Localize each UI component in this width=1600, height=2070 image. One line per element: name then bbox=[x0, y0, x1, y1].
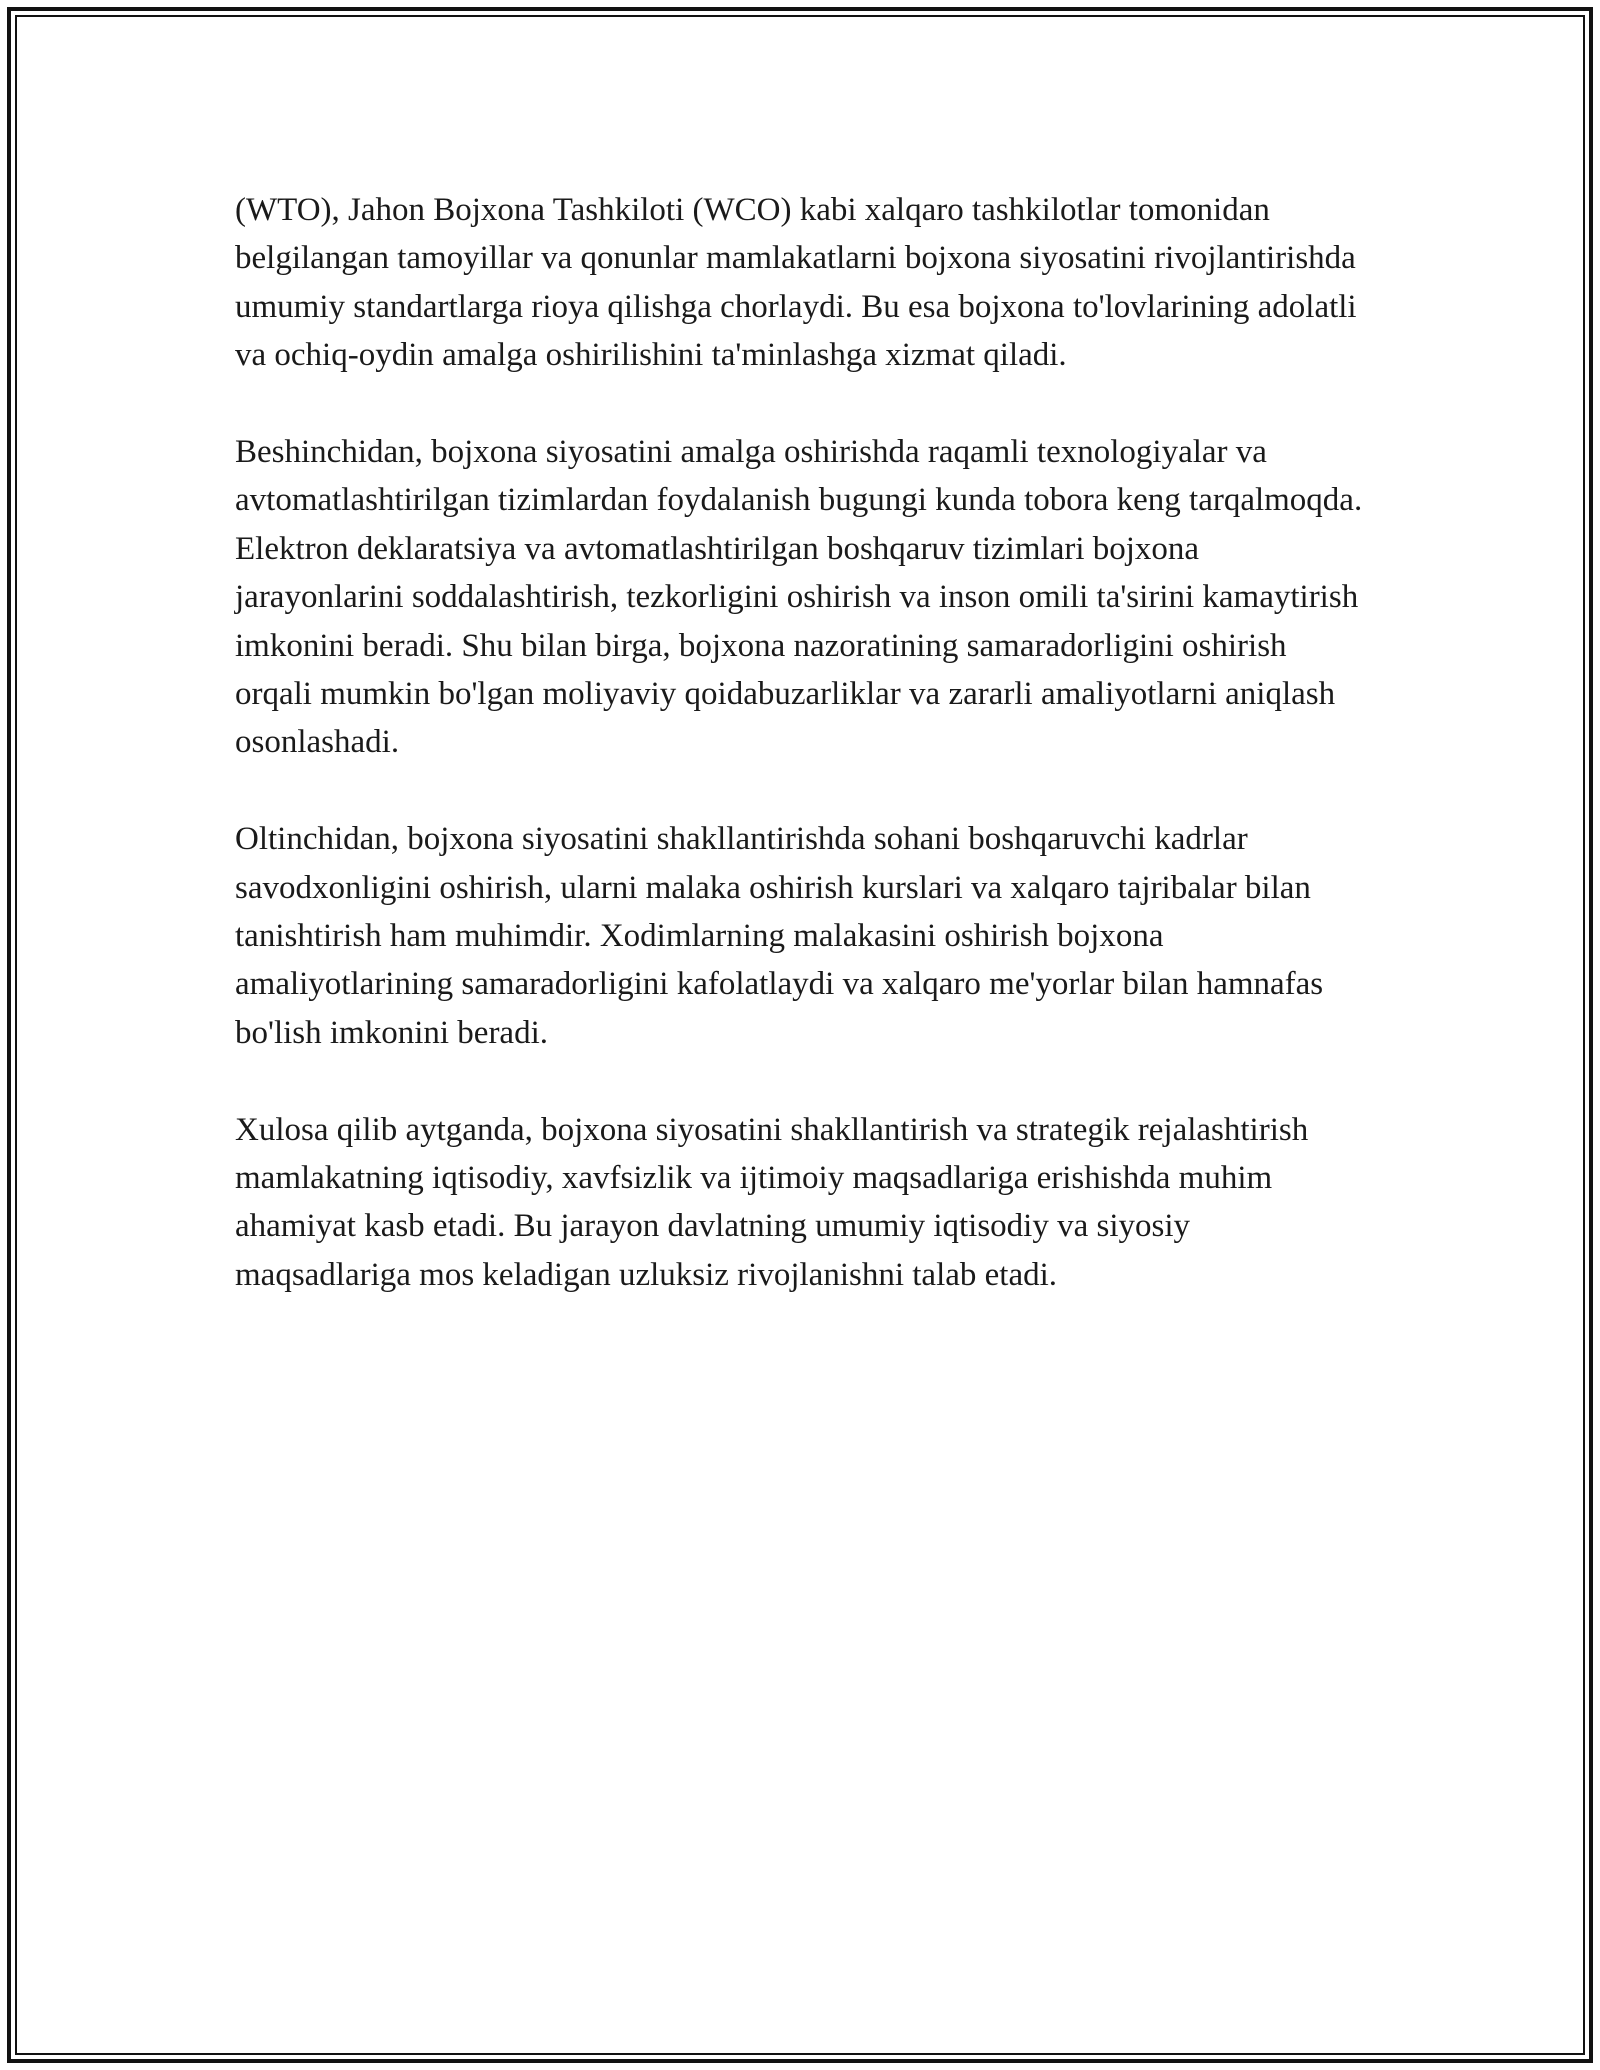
document-body bbox=[235, 186, 1365, 1348]
paragraph-4: Xulosa qilib aytganda, bojxona siyosatini shakllantirish va strategik rejalashtirish mamlakatning iqtisodiy, xavfsizlik va ijtimoiy maqsadlariga erishishda muhim ahamiyat kasb etadi. Bu jarayon davlatning umumiy iqtisodiy va siyosiy maqsadlariga mos keladigan uzluksiz rivojlanishni talab etadi. bbox=[235, 1111, 1309, 1293]
paragraph-3: Oltinchidan, bojxona siyosatini shakllantirishda sohani boshqaruvchi kadrlar savodxonligini oshirish, ularni malaka oshirish kurslari va xalqaro tajribalar bilan tanishtirish ham muhimdir. Xodimlarning malakasini oshirish bojxona amaliyotlarining samaradorligini kafolatlaydi va xalqaro me'yorlar bilan hamnafas bo'lish imkonini beradi. bbox=[235, 821, 1324, 1051]
paragraph-2: Beshinchidan, bojxona siyosatini amalga oshirishda raqamli texnologiyalar va avtomatlashtirilgan tizimlardan foydalanish bugungi kunda tobora keng tarqalmoqda. Elektron deklaratsiya va avtomatlashtirilgan boshqaruv tizimlari bojxona jarayonlarini soddalashtirish, tezkorligini oshirish va inson omili ta'sirini kamaytirish imkonini beradi. Shu bilan birga, bojxona nazoratining samaradorligini oshirish orqali mumkin bo'lgan moliyaviy qoidabuzarliklar va zararli amaliyotlarni aniqlash osonlashadi. bbox=[235, 434, 1363, 761]
paragraph-1: (WTO), Jahon Bojxona Tashkiloti (WCO) kabi xalqaro tashkilotlar tomonidan belgilangan tamoyillar va qonunlar mamlakatlarni bojxona siyosatini rivojlantirishda umumiy standartlarga rioya qilishga chorlaydi. Bu esa bojxona to'lovlarining adolatli va ochiq-oydin amalga oshirilishini ta'minlashga xizmat qiladi. bbox=[235, 192, 1357, 374]
